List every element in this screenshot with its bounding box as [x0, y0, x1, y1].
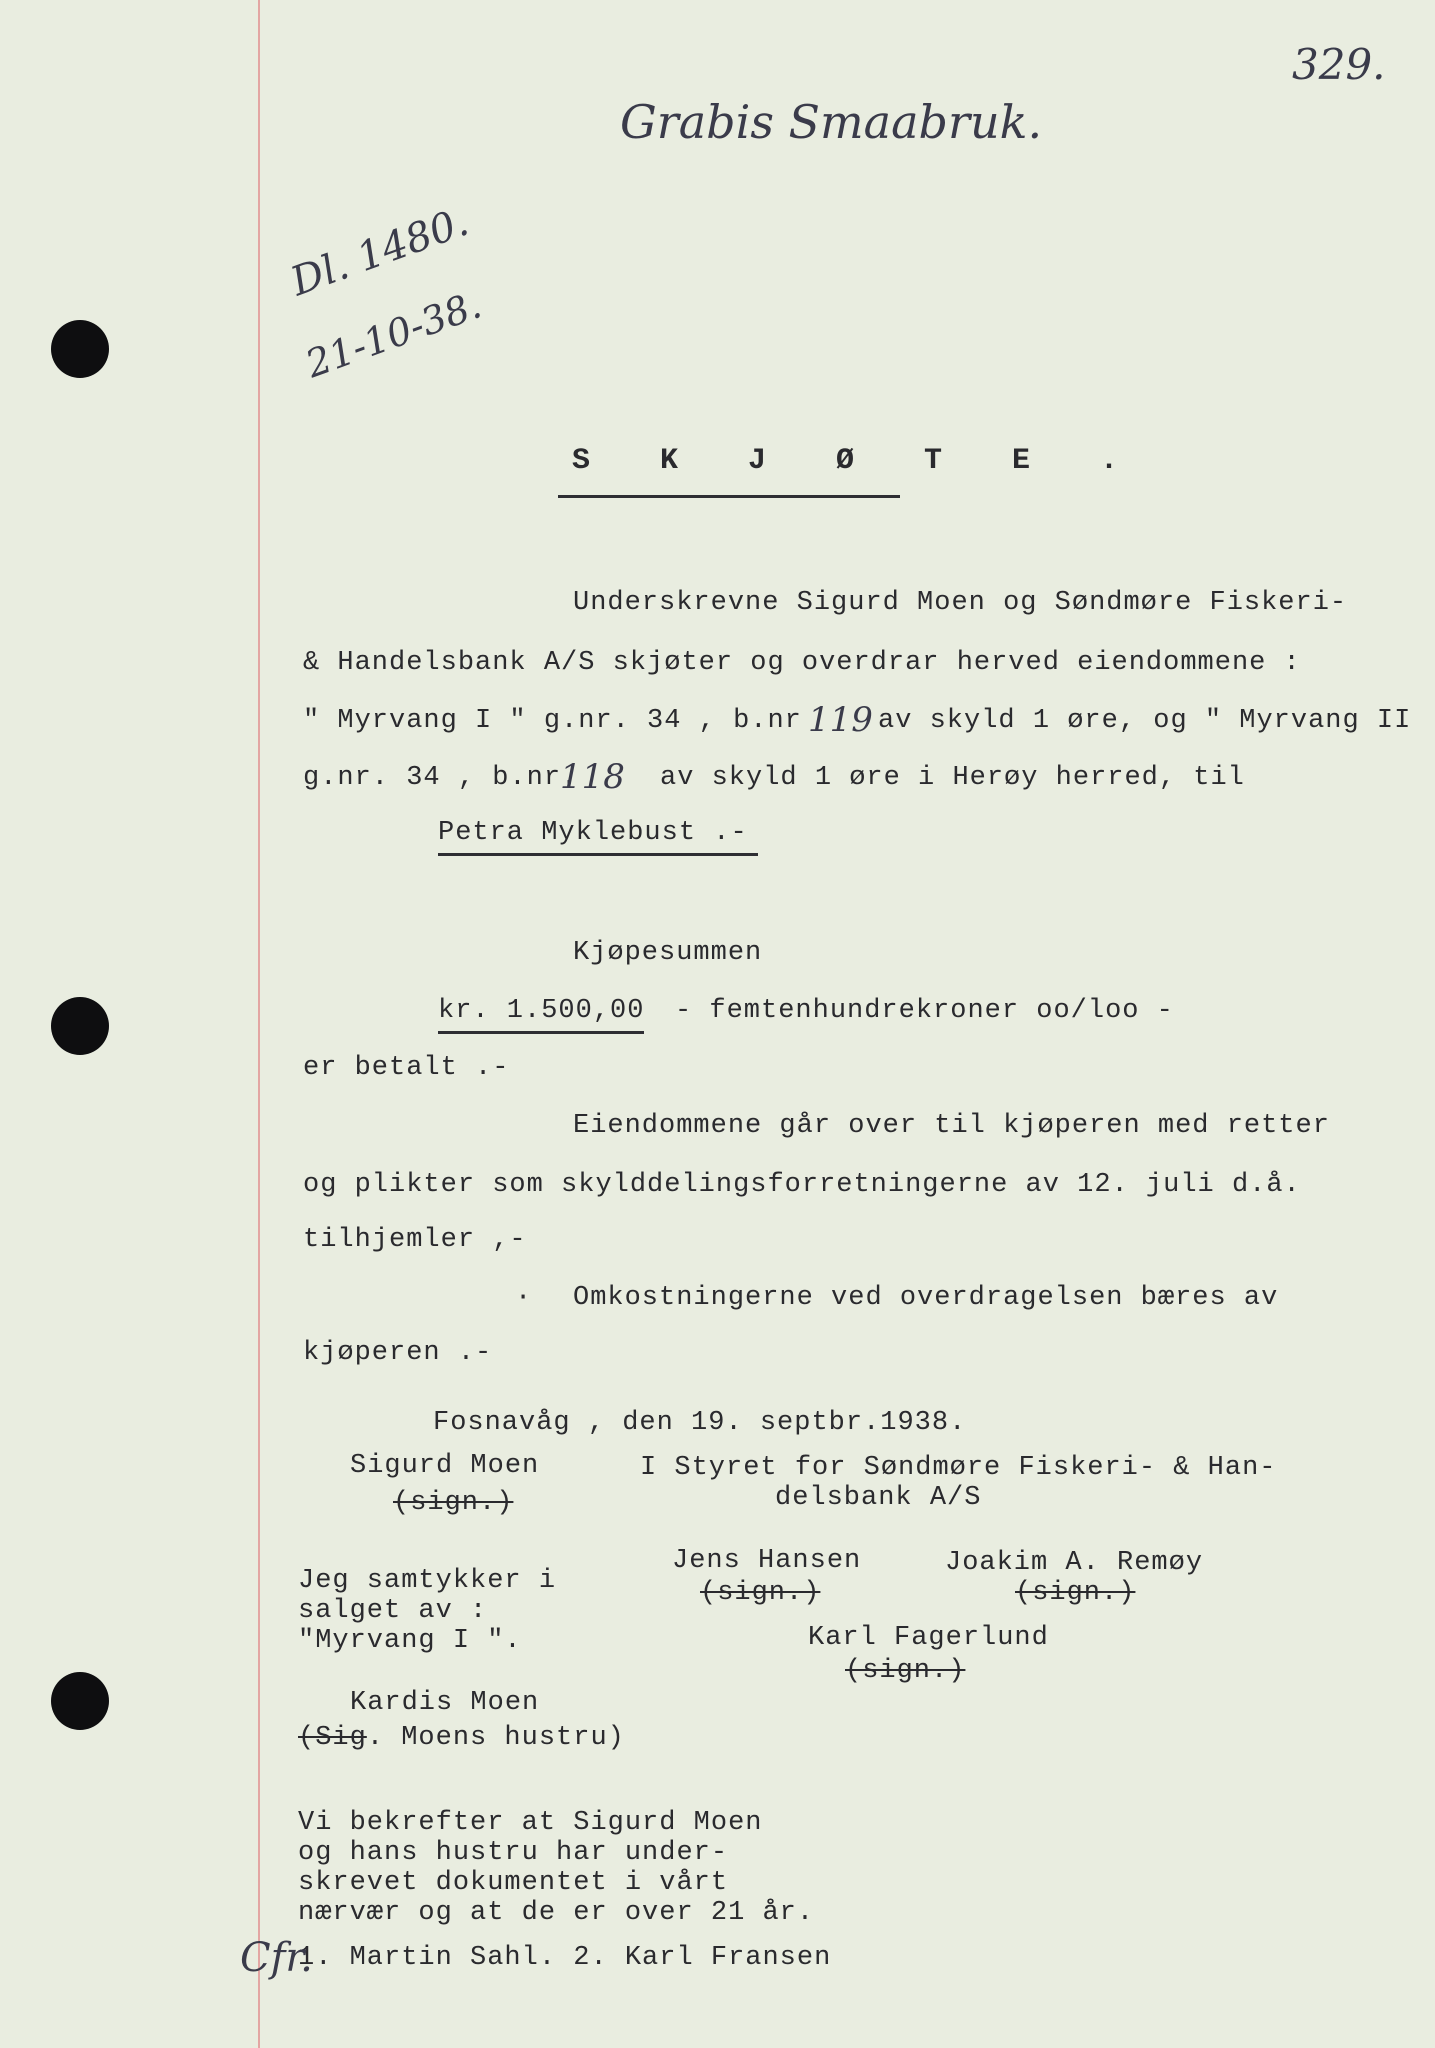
witness-line: nærvær og at de er over 21 år.	[298, 1898, 815, 1928]
text-line: av skyld 1 øre i Herøy herred, til	[660, 763, 1245, 793]
text-line: Eiendommene går over til kjøperen med retter	[573, 1111, 1330, 1141]
punch-hole-bottom	[51, 1672, 109, 1730]
handwritten-number: 118	[560, 757, 625, 797]
board-line: I Styret for Søndmøre Fiskeri- & Han-	[640, 1453, 1277, 1483]
consent-line: salget av :	[298, 1596, 488, 1626]
text-line: " Myrvang I " g.nr. 34 , b.nr	[303, 706, 802, 736]
bullet-mark: ·	[515, 1283, 533, 1313]
text-line: Omkostningerne ved overdragelsen bæres av	[573, 1283, 1279, 1313]
seller-name: Sigurd Moen	[350, 1451, 540, 1481]
kardis-role	[298, 1725, 625, 1752]
text-line: & Handelsbank A/S skjøter og overdrar herved eiendommene :	[303, 648, 1301, 678]
signer-joakim-name: Joakim A. Remøy	[945, 1548, 1204, 1578]
signer-jens-name: Jens Hansen	[672, 1546, 862, 1576]
page-number: 329.	[1292, 40, 1386, 89]
consent-line: "Myrvang I ".	[298, 1626, 522, 1656]
witness-initials: Cfr.	[240, 1935, 313, 1981]
kardis-name: Kardis Moen	[350, 1688, 540, 1718]
handwritten-number: 119	[808, 700, 873, 740]
text-line: og plikter som skylddelingsforretningerne av 12. juli d.å.	[303, 1170, 1301, 1200]
witness-names: 1. Martin Sahl. 2. Karl Fransen	[298, 1943, 832, 1973]
text-line: er betalt .-	[303, 1053, 510, 1083]
margin-note-registration: Dl. 1480.	[285, 198, 475, 306]
price-heading: Kjøpesummen	[573, 938, 763, 968]
margin-line	[258, 0, 260, 2048]
witness-line: Vi bekrefter at Sigurd Moen	[298, 1808, 763, 1838]
title-underline	[558, 495, 900, 498]
text-line: av skyld 1 øre, og " Myrvang II	[878, 706, 1412, 736]
kardis-role-struck: (Sig	[298, 1723, 367, 1753]
consent-line: Jeg samtykker i	[298, 1566, 557, 1596]
place-date: Fosnavåg , den 19. septbr.1938.	[433, 1408, 967, 1438]
signer-karl-sign: (sign.)	[845, 1656, 966, 1686]
witness-line: og hans hustru har under-	[298, 1838, 729, 1868]
signer-joakim-sign: (sign.)	[1015, 1578, 1136, 1608]
text-line: tilhjemler ,-	[303, 1225, 527, 1255]
board-line: delsbank A/S	[775, 1483, 982, 1513]
seller-sign: (sign.)	[393, 1488, 514, 1518]
text-line: Underskrevne Sigurd Moen og Søndmøre Fiskeri-	[573, 588, 1348, 618]
buyer-name: Petra Myklebust .-	[438, 820, 758, 856]
text-line: kjøperen .-	[303, 1338, 493, 1368]
header-note: Grabis Smaabruk.	[620, 95, 1043, 149]
punch-hole-top	[51, 320, 109, 378]
margin-note-date: 21-10-38.	[300, 282, 487, 387]
price-words: - femtenhundrekroner oo/loo -	[675, 996, 1174, 1026]
price-amount: kr. 1.500,00	[438, 998, 644, 1034]
signer-karl-name: Karl Fagerlund	[808, 1623, 1049, 1653]
document-title: S K J Ø T E .	[572, 444, 1145, 478]
witness-line: skrevet dokumentet i vårt	[298, 1868, 729, 1898]
kardis-role-rest: . Moens hustru)	[366, 1723, 625, 1753]
punch-hole-middle	[51, 997, 109, 1055]
signer-jens-sign: (sign.)	[700, 1578, 821, 1608]
text-line: g.nr. 34 , b.nr.	[303, 763, 579, 793]
